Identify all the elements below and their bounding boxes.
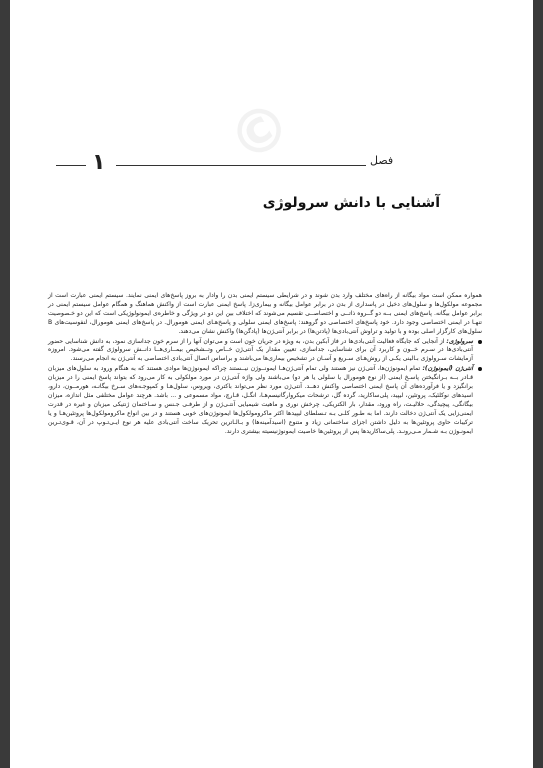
body-text xyxy=(48,292,482,437)
watermark: © xyxy=(216,86,304,178)
chapter-header xyxy=(40,152,480,174)
term-definition: از آنجایی که جایگاه فعالیت آنتی‌بادی‌ها در فاز آبکین بدن، به ویژه در جریان خون است و می‌توان آنها را از سرم خون جداسازی نمود، به دانش شناسایی حضور آنتی‌بادی‌ها در سـرم خــون و کاربرد آن برای شناسایی، جداسازی، تعیین مقدار یک آنتی‌ژن خــاص وتــشخیص بیمــاری‌هــا دانــش سرولوژی گفته می‌شود. امروزه آزمایشات سـرولوژی بـالینی یکـی از روش‌هـای سـریع و آسـان در تشخیص بیماری‌ها می‌باشند و براساس اتصال آنتی‌بادی اختصاصی به آنتی‌ژن به انجام می‌رسند. xyxy=(48,337,473,363)
chapter-title: آشنایی با دانش سرولوژی xyxy=(262,195,440,211)
term-label: آنتی‌ژن (ایمونوژن): xyxy=(422,365,473,373)
bullet-icon xyxy=(478,340,482,344)
list-item xyxy=(48,365,482,436)
chapter-number: ۱ xyxy=(92,150,106,175)
term-definition: تمام ایمونوژن‌ها، آنتی‌ژن نیز هستند ولی تمام آنتی‌ژن‌هـا ایمونــوژن نیــستند چراکه ایمونوژن‌ها موادی هستند که به هنگام ورود به سلول‌های میزبان قـادر بــه بـرانگیختن پاسـخ ایمنی (از نوع هومورال یا سلولی یا هر دو) می‌باشند ولی واژه آنتی‌ژن در مورد مولکولی به کار می‌رود که بتواند پاسخ ایمنی را در میزبان برانگیزد و یا فرآورده‌های آن پاسخ ایمنی اختصاصی واکنش دهــد. آنتی‌ژن مورد نظر می‌تواند باکتری، ویروس، سلول‌هـا و کمپوجـه‌های سـرخ بیگانـه، هورمــون، دارو، اسیدهای نوکلئیک، پروتئین، لیپید، پلی‌ساکارید، گرده گل، ترشحات میکروارگانیسم‌هـا، انگـل، قـارچ، مواد مسموعی و ... باشد. هرچند عوامل مختلفی مثل اندازه، میزان بیگانگی، پیچیدگی، حلالیـت، راه ورود، مقدار، بار الکتریکی، چرخش نوری و ماهیت شیمیایی آنتـی‌ژن و از طرفـی جـنس و سـاختمان ژنتیکی میزبان و غیره در قدرت ایمنی‌زایی یک آنتی‌ژن دخالت دارند. اما به طـور کلـی بـه تـسلطای لیپیدها اکثر ماکرومولکول‌ها ایمونوژن‌های خوبی هستند و در بین انواع ماکرومولکول‌ها پروتئین‌هـا و یا ترکیبات حاوی پروتئین‌ها به دلیل داشتن اجزای ساختمانی زیاد و متنوع (اسیدآمینه‌ها) و بـالـاترین تحریک ساخت آنتی‌بادی علیه هر نوع ایـی‌تـوپ در آن، قـوی‌تـرین ایمونـوژن بـه شـمار مـی‌رونـد. پلی‌ساکاریدها پس از پروتئین‌ها خاصیت ایمونوژنیسیته بیشتری دارند. xyxy=(48,365,473,435)
list-item xyxy=(48,338,482,365)
intro-paragraph: همواره ممکن است مواد بیگانه از راه‌های مختلف وارد بدن شوند و در شرایطی سیستم ایمنی بدن را وادار به بروز پاسخ‌های ایمنی نمایند. سیستم ایمنی عبارت است از مجموعه مولکول‌ها و سلول‌های دخیل در پاسداری از بدن در برابر عوامل بیگانه و بیماری‌زا. پاسخ ایمنی عبارت است از واکنش هماهنگ و همگام عوامل سیستم ایمنی در برابر عوامل بیگانه. پاسخ‌های ایمنی بــه دو گــروه ذاتــی و اختصاصــی تقسیم می‌شوند که اختلاف بین این دو در ویژگی و خاطره‌ی ایمونولوژیکی است که این دو خـصوصیت تنهـا در ایمنی اختصاصی وجود دارد. خود پاسخ‌های اختصاصی دو گروهند: پاسخ‌های ایمنی سلولی و پاسخ‌هـای ایمنی هومورال. در پاسخ‌های ایمنی هومورال، لنفوسیت‌های B سلول‌های کارگزار اصلی بوده و با تولید و تراوش آنتی‌بادی‌ها (پادتن‌ها) در برابر آنتی‌ژن‌ها (پادگن‌ها) واکنش نشان می‌دهند. xyxy=(48,292,482,335)
book-page xyxy=(10,0,533,768)
term-label: سرولوژی: xyxy=(446,337,473,345)
chapter-label: فصل xyxy=(370,154,394,167)
bullet-icon xyxy=(478,367,482,371)
chapter-rule-left xyxy=(56,165,86,166)
chapter-rule xyxy=(116,165,366,166)
